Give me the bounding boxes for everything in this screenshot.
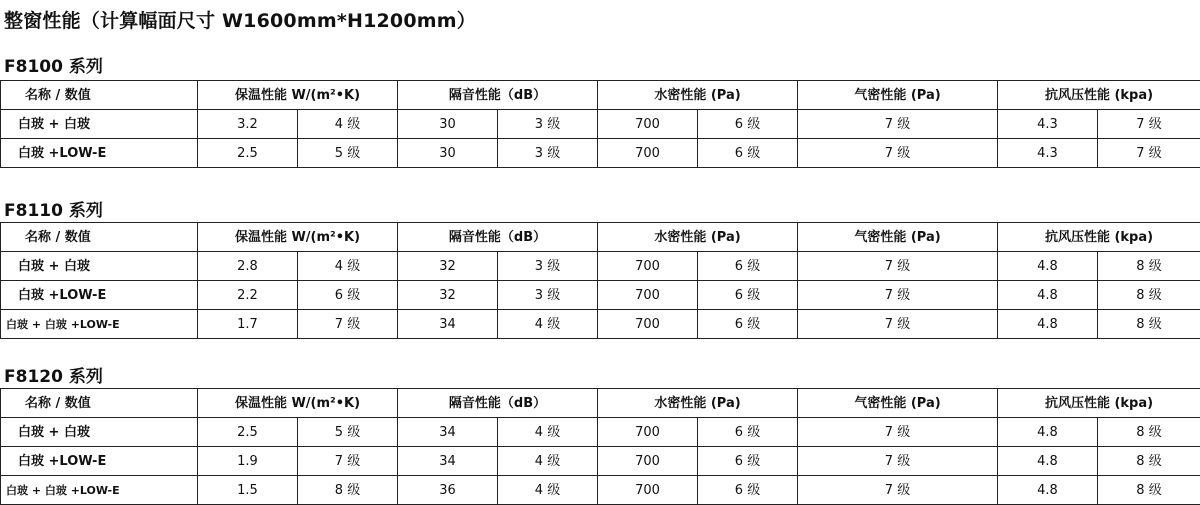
wind-grade: 8 级 [1098,281,1200,310]
sound-grade: 4 级 [498,447,598,476]
water-value: 700 [598,252,698,281]
sound-value: 34 [398,418,498,447]
sound-value: 30 [398,110,498,139]
header-wind: 抗风压性能 (kpa) [998,81,1200,110]
sound-grade: 3 级 [498,110,598,139]
header-water: 水密性能 (Pa) [598,223,798,252]
wind-grade: 8 级 [1098,476,1200,505]
table-row [1,476,1200,505]
wind-value: 4.3 [998,139,1098,168]
header-air: 气密性能 (Pa) [798,389,998,418]
header-sound: 隔音性能（dB） [398,223,598,252]
header-thermal: 保温性能 W/(m²•K) [198,389,398,418]
performance-table-f8120 [0,388,1200,505]
air-grade: 7 级 [798,476,998,505]
wind-grade: 7 级 [1098,139,1200,168]
water-grade: 6 级 [698,447,798,476]
water-value: 700 [598,476,698,505]
table-row [1,418,1200,447]
thermal-grade: 4 级 [298,252,398,281]
thermal-value: 2.5 [198,418,298,447]
air-grade: 7 级 [798,139,998,168]
row-name: 白玻 + 白玻 [1,418,198,447]
row-name: 白玻 +LOW-E [1,281,198,310]
table-row [1,447,1200,476]
wind-value: 4.8 [998,418,1098,447]
header-name: 名称 / 数值 [1,389,198,418]
header-thermal: 保温性能 W/(m²•K) [198,81,398,110]
wind-value: 4.3 [998,110,1098,139]
water-grade: 6 级 [698,418,798,447]
thermal-grade: 7 级 [298,447,398,476]
water-value: 700 [598,110,698,139]
header-sound: 隔音性能（dB） [398,389,598,418]
thermal-value: 2.5 [198,139,298,168]
wind-value: 4.8 [998,447,1098,476]
sound-grade: 3 级 [498,139,598,168]
air-grade: 7 级 [798,281,998,310]
table-row [1,281,1200,310]
row-name: 白玻 + 白玻 +LOW-E [1,476,198,505]
thermal-value: 1.5 [198,476,298,505]
header-wind: 抗风压性能 (kpa) [998,389,1200,418]
thermal-grade: 4 级 [298,110,398,139]
water-value: 700 [598,447,698,476]
wind-value: 4.8 [998,252,1098,281]
row-name: 白玻 + 白玻 +LOW-E [1,310,198,339]
water-value: 700 [598,418,698,447]
water-value: 700 [598,281,698,310]
air-grade: 7 级 [798,310,998,339]
table-header-row [1,223,1200,252]
series-title-f8100: F8100 系列 [4,52,103,77]
sound-value: 32 [398,281,498,310]
performance-table-f8100 [0,80,1200,168]
air-grade: 7 级 [798,252,998,281]
page-title: 整窗性能（计算幅面尺寸 W1600mm*H1200mm） [4,6,476,33]
wind-value: 4.8 [998,310,1098,339]
wind-grade: 8 级 [1098,447,1200,476]
thermal-grade: 5 级 [298,418,398,447]
thermal-grade: 7 级 [298,310,398,339]
sound-value: 36 [398,476,498,505]
thermal-value: 3.2 [198,110,298,139]
sound-grade: 3 级 [498,281,598,310]
thermal-grade: 6 级 [298,281,398,310]
series-title-f8120: F8120 系列 [4,362,103,387]
thermal-grade: 5 级 [298,139,398,168]
sound-value: 30 [398,139,498,168]
sound-value: 34 [398,310,498,339]
header-air: 气密性能 (Pa) [798,81,998,110]
water-grade: 6 级 [698,110,798,139]
water-grade: 6 级 [698,476,798,505]
table-header-row [1,81,1200,110]
water-value: 700 [598,139,698,168]
table-row [1,139,1200,168]
performance-table-f8110 [0,222,1200,339]
water-grade: 6 级 [698,281,798,310]
air-grade: 7 级 [798,447,998,476]
table-row [1,310,1200,339]
header-water: 水密性能 (Pa) [598,81,798,110]
header-name: 名称 / 数值 [1,223,198,252]
water-grade: 6 级 [698,252,798,281]
air-grade: 7 级 [798,418,998,447]
sound-grade: 4 级 [498,476,598,505]
sound-value: 32 [398,252,498,281]
header-thermal: 保温性能 W/(m²•K) [198,223,398,252]
row-name: 白玻 +LOW-E [1,447,198,476]
table-row [1,252,1200,281]
row-name: 白玻 + 白玻 [1,252,198,281]
header-wind: 抗风压性能 (kpa) [998,223,1200,252]
thermal-grade: 8 级 [298,476,398,505]
table-header-row [1,389,1200,418]
wind-grade: 8 级 [1098,418,1200,447]
series-title-f8110: F8110 系列 [4,196,103,221]
thermal-value: 1.9 [198,447,298,476]
water-grade: 6 级 [698,310,798,339]
water-grade: 6 级 [698,139,798,168]
wind-grade: 7 级 [1098,110,1200,139]
header-name: 名称 / 数值 [1,81,198,110]
sound-grade: 3 级 [498,252,598,281]
wind-value: 4.8 [998,476,1098,505]
table-row [1,110,1200,139]
wind-grade: 8 级 [1098,310,1200,339]
sound-grade: 4 级 [498,418,598,447]
sound-grade: 4 级 [498,310,598,339]
water-value: 700 [598,310,698,339]
sound-value: 34 [398,447,498,476]
wind-value: 4.8 [998,281,1098,310]
header-sound: 隔音性能（dB） [398,81,598,110]
wind-grade: 8 级 [1098,252,1200,281]
row-name: 白玻 + 白玻 [1,110,198,139]
header-air: 气密性能 (Pa) [798,223,998,252]
row-name: 白玻 +LOW-E [1,139,198,168]
thermal-value: 2.8 [198,252,298,281]
thermal-value: 2.2 [198,281,298,310]
thermal-value: 1.7 [198,310,298,339]
air-grade: 7 级 [798,110,998,139]
header-water: 水密性能 (Pa) [598,389,798,418]
